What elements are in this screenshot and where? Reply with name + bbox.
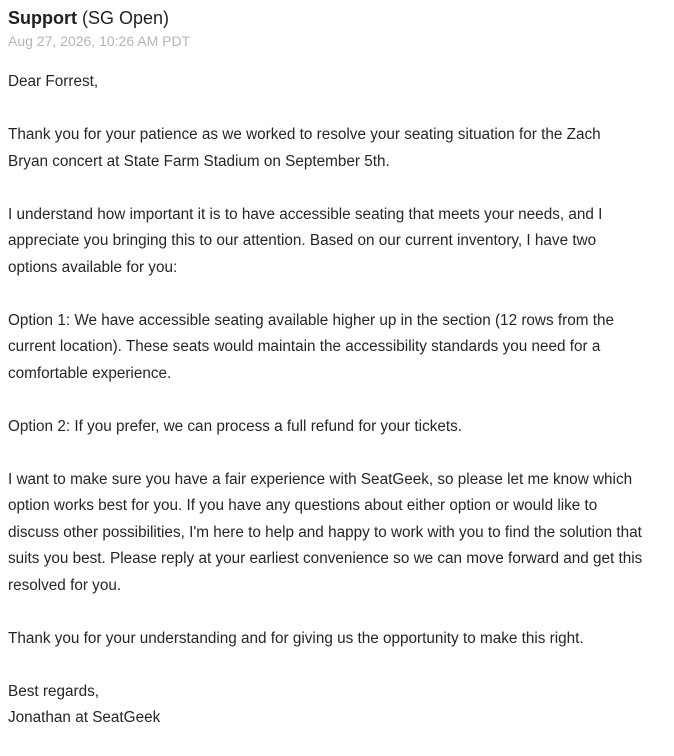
paragraph-thanks: [8, 626, 668, 653]
paragraph-line: discuss other possibilities, I'm here to help and happy to work with you to find the solution that: [8, 523, 642, 541]
sender-tag: (SG Open): [82, 8, 170, 28]
paragraph-line: I understand how important it is to have accessible seating that meets your needs, and I: [8, 205, 603, 223]
paragraph-line: Thank you for your understanding and for giving us the opportunity to make this right.: [8, 629, 584, 647]
signature-block: [8, 679, 668, 732]
paragraph-resolution: [8, 122, 668, 175]
paragraph-fair-experience: [8, 467, 668, 600]
paragraph-line: comfortable experience.: [8, 364, 172, 382]
greeting-line: Dear Forrest,: [8, 73, 99, 90]
paragraph-line: current location). These seats would maintain the accessibility standards you need for a: [8, 338, 601, 355]
signature: Jonathan at SeatGeek: [8, 709, 161, 726]
paragraph-line: Bryan concert at State Farm Stadium on September 5th.: [8, 152, 390, 170]
paragraph-line: suits you best. Please reply at your earliest convenience so we can move forward and get this: [8, 550, 643, 567]
paragraph-line: Option 2: If you prefer, we can process a full refund for your tickets.: [8, 417, 463, 435]
sender-name: Support: [8, 8, 77, 28]
greeting: [8, 69, 668, 96]
email-timestamp: Aug 27, 2026, 10:26 AM PDT: [8, 33, 191, 49]
paragraph-line: I want to make sure you have a fair experience with SeatGeek, so please let me know which: [8, 470, 633, 488]
email-sender: [8, 5, 666, 31]
paragraph-line: Thank you for your patience as we worked to resolve your seating situation for the Zach: [8, 126, 601, 143]
paragraph-line: Option 1: We have accessible seating available higher up in the section (12 rows from the: [8, 311, 614, 329]
paragraph-options-intro: [8, 202, 668, 282]
paragraph-option-2: [8, 414, 668, 441]
signoff: Best regards,: [8, 682, 99, 700]
paragraph-option-1: [8, 308, 668, 388]
paragraph-line: appreciate you bringing this to our attention. Based on our current inventory, I have two: [8, 232, 597, 249]
email-body: [8, 69, 668, 732]
paragraph-line: resolved for you.: [8, 576, 122, 594]
paragraph-line: option works best for you. If you have any questions about either option or would like to: [8, 497, 598, 514]
paragraph-line: options available for you:: [8, 258, 178, 276]
